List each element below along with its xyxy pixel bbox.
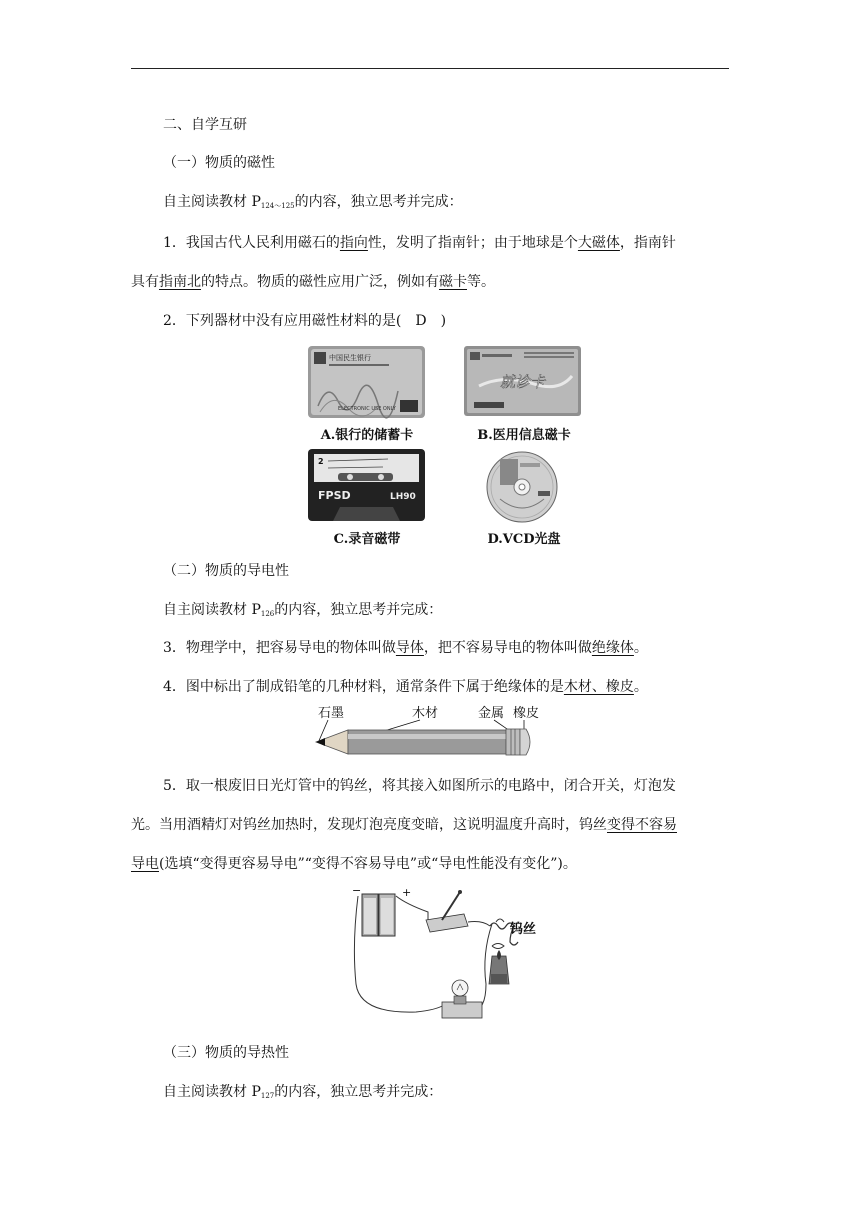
answer-less-conductive-1: 变得不容易 (607, 817, 677, 833)
tape-brand: FPSD (318, 489, 351, 502)
answer-insulator: 绝缘体 (591, 640, 634, 656)
bank-card-image (308, 346, 425, 418)
medical-card-title: 就诊卡 (500, 373, 546, 391)
question-3: 3．物理学中，把容易导电的物体叫做导体，把不容易导电的物体叫做绝缘体。 (163, 640, 648, 656)
question-4: 4．图中标出了制成铅笔的几种材料，通常条件下属于绝缘体的是木材、橡皮。 (163, 679, 648, 695)
caption-d: D.VCD光盘 (487, 532, 561, 547)
tape-model: LH90 (390, 492, 416, 502)
intro-thermal: 自主阅读教材 $P_{127}$的内容，独立思考并完成： (163, 1084, 443, 1100)
question-2: 2．下列器材中没有应用磁性材料的是( D ) (163, 313, 447, 329)
heading-thermal: （三）物质的导热性 (163, 1045, 289, 1061)
bank-card-title: 中国民生银行 (329, 354, 371, 362)
medical-card-image (464, 346, 581, 416)
intro-magnetism: 自主阅读教材 $P_{124\sim 125}$的内容，独立思考并完成： (163, 194, 463, 210)
battery-minus: − (352, 884, 362, 897)
label-metal: 金属 (478, 706, 505, 721)
top-rule (131, 68, 729, 69)
pencil-diagram (312, 701, 540, 755)
caption-b: B.医用信息磁卡 (477, 428, 571, 443)
question-5-line-2: 光。当用酒精灯对钨丝加热时，发现灯泡亮度变暗，这说明温度升高时，钨丝变得不容易 (131, 817, 677, 833)
cassette-tape-image (308, 449, 425, 521)
circuit-diagram (346, 884, 546, 1024)
label-rubber: 橡皮 (513, 706, 540, 721)
label-wood: 木材 (412, 706, 439, 721)
section-title: 二、自学互研 (163, 117, 247, 133)
answer-conductor: 导体 (395, 640, 424, 656)
caption-a: A.银行的储蓄卡 (320, 428, 414, 443)
question-1-line-2: 具有指南北的特点。物质的磁性应用广泛，例如有磁卡等。 (131, 274, 495, 290)
answer-wood-rubber: 木材、橡皮 (563, 679, 634, 695)
question-5-line-3: 导电(选填“变得更容易导电”“变得不容易导电”或“导电性能没有变化”)。 (131, 856, 577, 872)
question-5-line-1: 5．取一根废旧日光灯管中的钨丝，将其接入如图所示的电路中，闭合开关，灯泡发 (163, 778, 676, 794)
tape-side: 2 (318, 457, 324, 466)
question-1-line-1: 1．我国古代人民利用磁石的指向性，发明了指南针；由于地球是个大磁体，指南针 (163, 235, 676, 251)
answer-less-conductive-2: 导电 (131, 856, 159, 872)
answer-north-south: 指南北 (159, 274, 201, 290)
label-graphite: 石墨 (318, 706, 345, 721)
answer-direction: 指向 (339, 235, 368, 251)
answer-big-magnet: 大磁体 (577, 235, 620, 251)
heading-magnetism: （一）物质的磁性 (163, 155, 275, 171)
tungsten-label: 钨丝 (510, 922, 537, 937)
caption-c: C.录音磁带 (333, 532, 401, 547)
bank-card-sub: ELECTRONIC USE ONLY (338, 406, 396, 412)
intro-conductivity: 自主阅读教材 $P_{126}$的内容，独立思考并完成： (163, 602, 443, 618)
battery-plus: + (402, 886, 412, 899)
vcd-disc-image (486, 451, 558, 523)
heading-conductivity: （二）物质的导电性 (163, 563, 289, 579)
answer-magnetic-card: 磁卡 (439, 274, 467, 290)
